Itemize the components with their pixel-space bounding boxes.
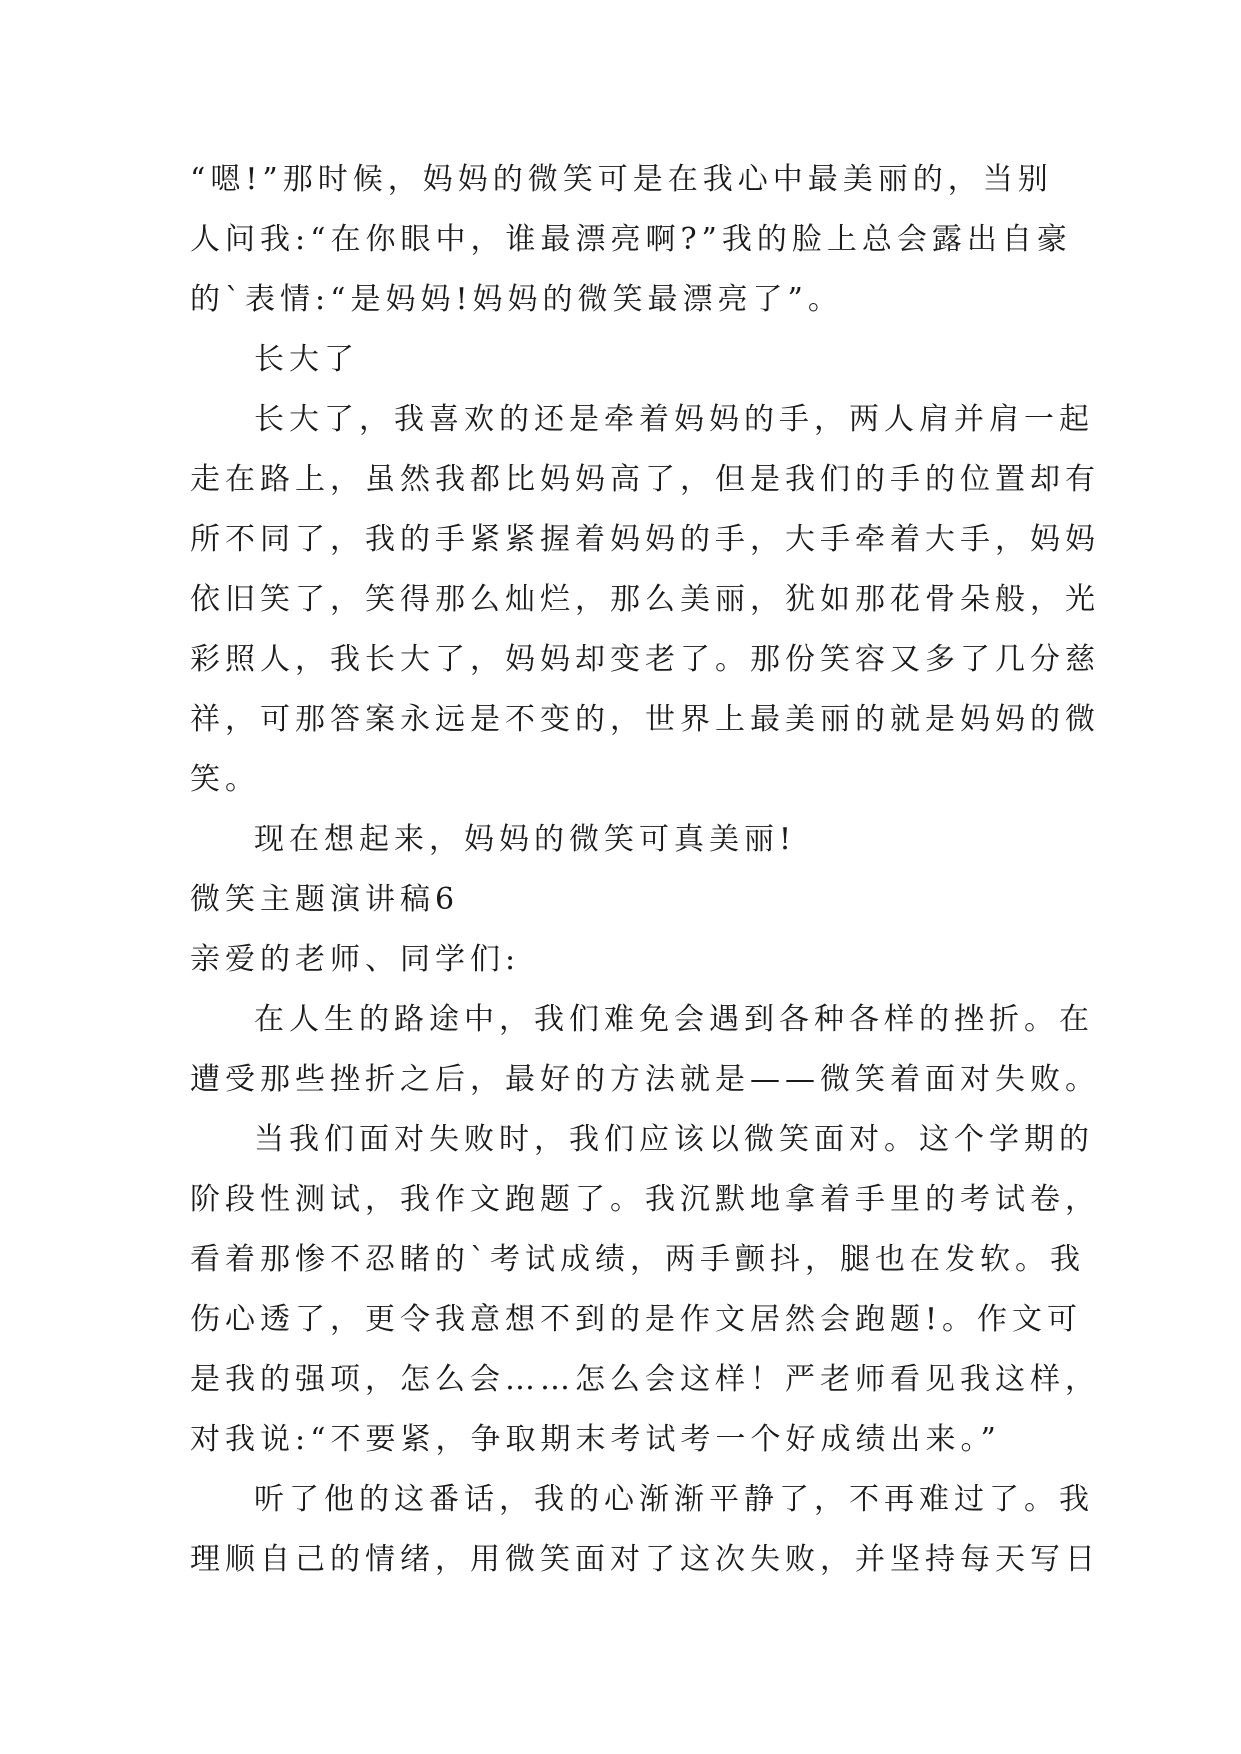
text-line: 阶段性测试，我作文跑题了。我沉默地拿着手里的考试卷， [190, 1182, 1100, 1217]
text-line: 遭受那些挫折之后，最好的方法就是——微笑着面对失败。 [190, 1062, 1100, 1097]
paragraph [190, 810, 1070, 870]
text-line: 长大了，我喜欢的还是牵着妈妈的手，两人肩并肩一起 [254, 402, 1094, 437]
text-line: 的`表情:“是妈妈!妈妈的微笑最漂亮了”。 [190, 282, 843, 317]
text-line: 在人生的路途中，我们难免会遇到各种各样的挫折。在 [254, 1002, 1094, 1037]
text-line: 所不同了，我的手紧紧握着妈妈的手，大手牵着大手，妈妈 [190, 522, 1100, 557]
text-line: 依旧笑了，笑得那么灿烂，那么美丽，犹如那花骨朵般，光 [190, 582, 1100, 617]
text-line: 亲爱的老师、同学们: [190, 942, 521, 977]
paragraph [190, 330, 1070, 390]
text-line: 对我说:“不要紧，争取期末考试考一个好成绩出来。” [190, 1422, 1001, 1457]
section-heading [190, 870, 1070, 930]
text-line: 听了他的这番话，我的心渐渐平静了，不再难过了。我 [254, 1482, 1094, 1517]
paragraph [190, 150, 1070, 330]
text-line: 微笑主题演讲稿6 [190, 882, 460, 917]
text-line: 当我们面对失败时，我们应该以微笑面对。这个学期的 [254, 1122, 1094, 1157]
text-line: 人问我:“在你眼中，谁最漂亮啊?”我的脸上总会露出自豪 [190, 222, 1072, 257]
text-line: 长大了 [254, 342, 359, 377]
text-line: 走在路上，虽然我都比妈妈高了，但是我们的手的位置却有 [190, 462, 1100, 497]
paragraph [190, 930, 1070, 990]
paragraph [190, 1110, 1100, 1470]
text-line: 笑。 [190, 762, 260, 797]
text-line: 现在想起来，妈妈的微笑可真美丽! [254, 822, 797, 857]
text-line: 看着那惨不忍睹的`考试成绩，两手颤抖，腿也在发软。我 [190, 1242, 1085, 1277]
text-line: “嗯!”那时候，妈妈的微笑可是在我心中最美丽的，当别 [190, 162, 1053, 197]
paragraph [190, 990, 1100, 1110]
text-line: 祥，可那答案永远是不变的，世界上最美丽的就是妈妈的微 [190, 702, 1100, 737]
document-page [190, 150, 1100, 1590]
text-line: 是我的强项，怎么会……怎么会这样！严老师看见我这样， [190, 1362, 1100, 1397]
text-line: 彩照人，我长大了，妈妈却变老了。那份笑容又多了几分慈 [190, 642, 1100, 677]
paragraph [190, 1470, 1100, 1590]
text-line: 伤心透了，更令我意想不到的是作文居然会跑题!。作文可 [190, 1302, 1083, 1337]
paragraph [190, 390, 1100, 810]
text-line: 理顺自己的情绪，用微笑面对了这次失败，并坚持每天写日 [190, 1542, 1100, 1577]
